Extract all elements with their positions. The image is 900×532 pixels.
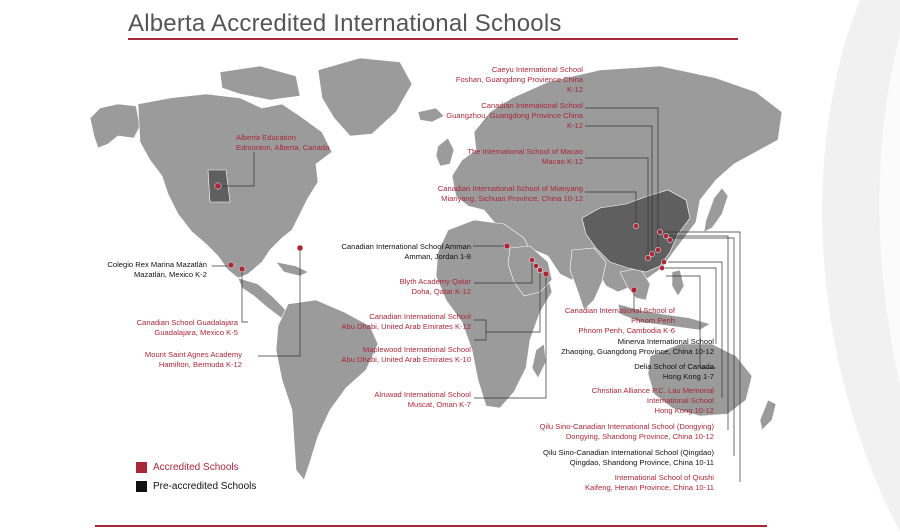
label-christian-alliance: Christian Alliance P.C. Lau Memorial International School Hong Kong 10-12 — [591, 386, 714, 415]
legend-pre-accredited-swatch — [136, 481, 147, 492]
marker-phnompenh — [631, 287, 637, 293]
marker-muscat — [543, 271, 549, 277]
label-qiushi: International School of Qiushi Kaifeng, Henan Province, China 10-11 — [584, 473, 714, 492]
marker-mazatlan — [228, 262, 234, 268]
marker-dongying — [663, 233, 668, 238]
land-central-america — [238, 278, 290, 320]
label-maplewood: Maplewood International School Abu Dhabi, United Arab Emirates K-10 — [341, 345, 471, 364]
legend-accredited-label: Accredited Schools — [153, 462, 239, 473]
land-india — [570, 248, 606, 310]
label-mianyang: Canadian International School of Mianyang Mianyang, Sichuan Province, China 10-12 — [437, 184, 583, 203]
marker-abudhabi-cis — [533, 263, 538, 268]
label-qingdao: Qilu Sino-Canadian International School (Qingdao) Qingdao, Shandong Province, China 10-11 — [543, 448, 714, 467]
label-muscat: Alruwad International School Muscat, Oman K-7 — [374, 390, 471, 409]
marker-guangzhou — [649, 251, 654, 256]
marker-qatar — [529, 257, 534, 262]
marker-qingdao — [667, 237, 672, 242]
label-qatar: Blyth Academy Qatar Doha, Qatar K-12 — [399, 277, 471, 296]
legend-pre-accredited-label: Pre-accredited Schools — [153, 481, 257, 492]
marker-abudhabi-maplewood — [537, 267, 542, 272]
legend-pre-accredited — [136, 477, 256, 496]
marker-mianyang — [633, 223, 638, 228]
marker-bermuda — [297, 245, 303, 251]
bottom-rule — [95, 525, 767, 527]
marker-macao — [645, 255, 650, 260]
land-madagascar — [532, 344, 546, 378]
marker-alberta-education — [215, 183, 221, 189]
marker-guadalajara — [239, 266, 245, 272]
marker-hongkong — [661, 259, 666, 264]
label-cis-guangzhou: Canadian International School Guangzhou, Guangdong Province China K-12 — [446, 101, 583, 130]
label-minerva: Minerva International School Zhaoqing, Guangdong Province, China 10-12 — [561, 337, 714, 356]
label-delia: Delia School of Canada Hong Kong 1-7 — [634, 362, 714, 381]
land-philippines — [672, 270, 684, 296]
legend-accredited — [136, 458, 256, 477]
label-bermuda: Mount Saint Agnes Academy Hamilton, Bermuda K-12 — [144, 350, 242, 369]
legend-accredited-swatch — [136, 462, 147, 473]
land-uk — [436, 138, 454, 166]
marker-zhaoqing — [659, 265, 664, 270]
land-iceland — [418, 108, 444, 122]
land-new-zealand — [760, 400, 776, 430]
land-japan — [704, 188, 728, 232]
land-alaska — [90, 104, 140, 148]
label-dongying: Qilu Sino-Canadian International School (Dongying) Dongying, Shandong Province, China 10-12 — [539, 422, 714, 441]
label-mazatlan: Colegio Rex Marina Mazatlán Mazatlán, Mexico K-2 — [107, 260, 207, 279]
land-greenland — [318, 58, 412, 136]
map-legend — [136, 458, 256, 496]
marker-foshan — [655, 247, 660, 252]
marker-amman — [504, 243, 510, 249]
label-caeyu: Caeyu International School Foshan, Guangdong Provience China K-12 — [455, 65, 583, 94]
page-title: Alberta Accredited International Schools — [128, 10, 562, 37]
leader-guadalajara — [242, 270, 248, 322]
label-alberta-education: Alberta Education Edmonton, Alberta, Canada — [236, 133, 330, 152]
label-macao: The International School of Macao Macao K-12 — [467, 147, 583, 166]
label-amman: Canadian International School Amman Amman, Jordan 1-8 — [341, 242, 471, 261]
land-arctic-islands — [220, 66, 300, 100]
label-phnompenh: Canadian International School of Phnom Penh Phnom Penh, Cambodia K-6 — [564, 306, 675, 335]
label-cis-abudhabi: Canadian International School Abu Dhabi, United Arab Emirates K-12 — [341, 312, 471, 331]
label-guadalajara: Canadian School Guadalajara Guadalajara, Mexico K-5 — [136, 318, 238, 337]
land-caribbean — [276, 262, 308, 276]
marker-kaifeng — [657, 229, 662, 234]
